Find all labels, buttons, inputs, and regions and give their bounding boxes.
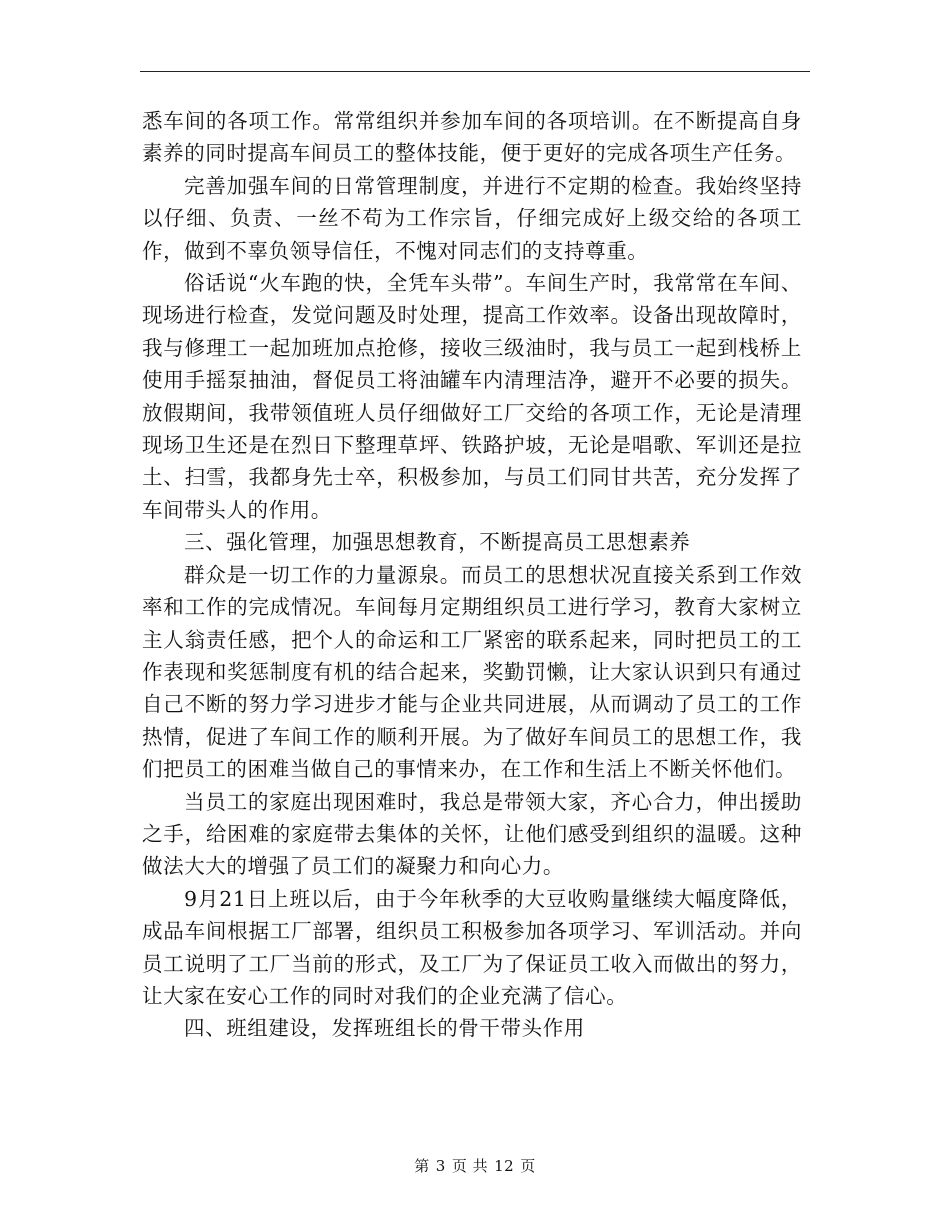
paragraph: 9月21日上班以后，由于今年秋季的大豆收购量继续大幅度降低，成品车间根据工厂部署，组织员工积极参加各项学习、军训活动。并向员工说明了工厂当前的形式，及工厂为了保证员工收入而做出的努力，让大家在安心工作的同时对我们的企业充满了信心。 (142, 886, 802, 1008)
footer-prefix: 第 (414, 1157, 430, 1175)
footer-total-pages: 12 (494, 1157, 515, 1175)
section-heading: 三、强化管理，加强思想教育，不断提高员工思想素养 (184, 530, 691, 555)
paragraph: 群众是一切工作的力量源泉。而员工的思想状况直接关系到工作效率和工作的完成情况。车间每月定期组织员工进行学习，教育大家树立主人翁责任感，把个人的命运和工厂紧密的联系起来，同时把员工的工作表现和奖惩制度有机的结合起来，奖勤罚懒，让大家认识到只有通过自己不断的努力学习进步才能与企业共同进展，从而调动了员工的工作热情，促进了车间工作的顺利开展。为了做好车间员工的思想工作，我们把员工的困难当做自己的事情来办，在工作和生活上不断关怀他们。 (142, 562, 802, 782)
header-rule (140, 71, 810, 72)
section-heading: 四、班组建设，发挥班组长的骨干带头作用 (184, 1016, 585, 1041)
paragraph: 悉车间的各项工作。常常组织并参加车间的各项培训。在不断提高自身素养的同时提高车间员工的整体技能，便于更好的完成各项生产任务。 (142, 109, 802, 166)
footer-suffix: 页 (520, 1157, 536, 1175)
document-body (142, 105, 802, 1045)
footer-middle: 页 共 (451, 1157, 489, 1175)
page-footer (0, 1155, 950, 1176)
footer-page-number: 3 (435, 1157, 446, 1175)
paragraph: 当员工的家庭出现困难时，我总是带领大家，齐心合力，伸出援助之手，给困难的家庭带去集体的关怀，让他们感受到组织的温暖。这种做法大大的增强了员工们的凝聚力和向心力。 (142, 789, 802, 879)
paragraph: 俗话说“火车跑的快，全凭车头带”。车间生产时，我常常在车间、现场进行检查，发觉问题及时处理，提高工作效率。设备出现故障时，我与修理工一起加班加点抢修，接收三级油时，我与员工一起到栈桥上使用手摇泵抽油，督促员工将油罐车内清理洁净，避开不必要的损失。放假期间，我带领值班人员仔细做好工厂交给的各项工作，无论是清理现场卫生还是在烈日下整理草坪、铁路护坡，无论是唱歌、军训还是拉土、扫雪，我都身先士卒，积极参加，与员工们同甘共苦，充分发挥了车间带头人的作用。 (142, 271, 802, 522)
paragraph: 完善加强车间的日常管理制度，并进行不定期的检查。我始终坚持以仔细、负责、一丝不苟为工作宗旨，仔细完成好上级交给的各项工作，做到不辜负领导信任，不愧对同志们的支持尊重。 (142, 173, 802, 263)
